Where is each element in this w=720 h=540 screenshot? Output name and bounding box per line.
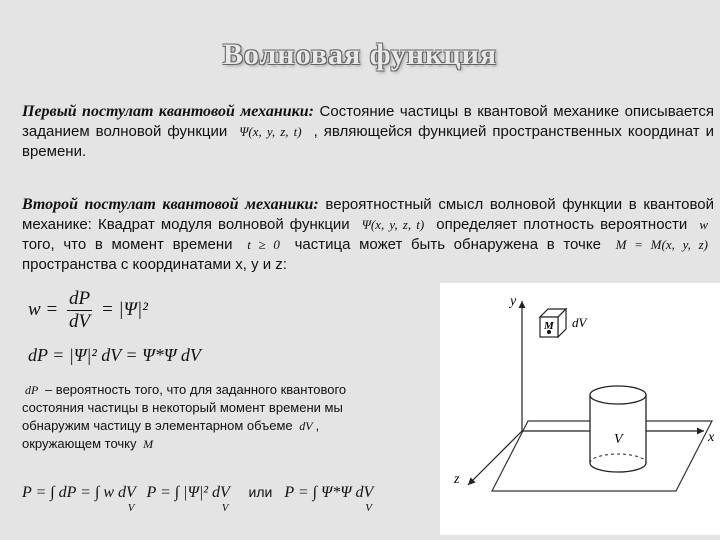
dp-explanation (22, 381, 362, 453)
postulate-2-text-e: пространства с координатами x, y и z: (22, 256, 287, 273)
note-dp-symbol: dP (25, 383, 39, 397)
postulate-1-text-b: , являющейся функцией пространственных координат и времени. (22, 123, 715, 160)
fraction-numerator: dP (69, 288, 91, 309)
integral-1-subscript: V (127, 502, 135, 514)
or-word: или (248, 484, 273, 500)
postulate-2-w-symbol: w (699, 217, 709, 232)
w-rhs: = |Ψ|² (100, 298, 148, 320)
note-dv-symbol: dV (299, 419, 313, 433)
coordinate-figure (440, 283, 720, 535)
cube-label: M (544, 320, 554, 332)
postulate-2-text-d: частица может быть обнаружена в точке (294, 236, 601, 253)
axis-z-label: z (454, 472, 460, 487)
postulate-1-text-a: Состояние частицы в квантовой механике описывается заданием волновой функции (22, 103, 714, 140)
integral-formulas (22, 484, 380, 514)
postulate-2-text-b: определяет плотность вероятности (436, 216, 688, 233)
postulate-2-text-a: вероятностный смысл волновой функции в квантовой механике: Квадрат модуля волновой функции (22, 196, 714, 233)
postulate-2-t-condition: t ≥ 0 (247, 237, 280, 252)
postulate-2-point-formula: M = M(x, y, z) (615, 237, 709, 252)
cube-volume-label: dV (572, 315, 587, 330)
z-axis (468, 431, 522, 485)
postulate-2-paragraph (22, 195, 714, 275)
coordinate-figure-svg (440, 283, 720, 535)
postulate-1-psi-formula: Ψ(x, y, z, t) (239, 124, 302, 139)
axis-x-label: x (708, 430, 715, 445)
probability-density-formula (28, 288, 148, 333)
integral-1: P = ∫ dP = ∫ w dV (22, 484, 136, 501)
dp-dv-fraction (67, 288, 92, 333)
note-m-symbol: M (143, 437, 154, 451)
postulate-1-paragraph (22, 102, 714, 162)
note-text-a: – вероятность того, что для заданного квантового состояния частицы в некоторый момент времени мы обнаружим частицу (22, 382, 347, 433)
postulate-2-text-c: того, что в момент времени (22, 236, 233, 253)
fraction-denominator: dV (69, 311, 91, 332)
volume-element-cube (540, 309, 566, 337)
axis-y-label: y (510, 294, 517, 309)
postulate-2-psi-formula: Ψ(x, y, z, t) (361, 217, 425, 232)
volume-cylinder (590, 386, 646, 472)
postulate-2-heading: Второй постулат квантовой механики: (22, 196, 319, 213)
integral-3: P = ∫ Ψ*Ψ dV (284, 484, 374, 501)
note-text-b: в элементарном объеме (144, 418, 293, 433)
cylinder-label: V (614, 432, 623, 447)
slide-title: Волновая функция (222, 38, 498, 71)
integral-2-subscript: V (221, 502, 229, 514)
note-text-c: , окружающем точку (22, 418, 320, 451)
integral-3-subscript: V (365, 502, 373, 514)
w-lhs: w = (28, 298, 59, 320)
postulate-1-heading: Первый постулат квантовой механики: (22, 103, 315, 120)
integral-2: P = ∫ |Ψ|² dV (146, 484, 230, 501)
dp-formula: dP = |Ψ|² dV = Ψ*Ψ dV (28, 345, 201, 365)
